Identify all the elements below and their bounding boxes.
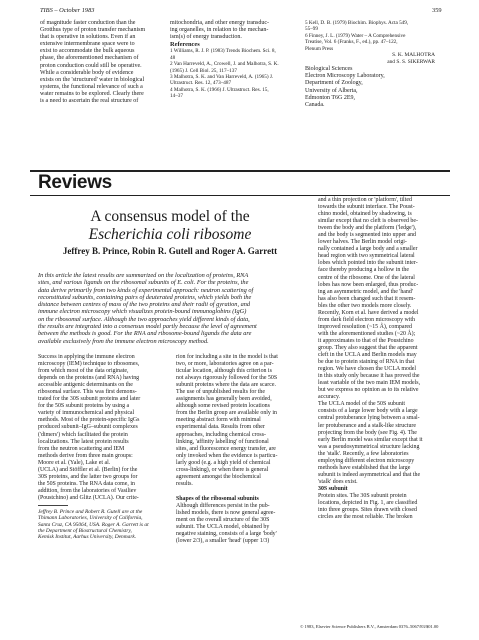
text-line: methods. Most of the protein-specific IgGs (38, 417, 140, 424)
text-line: 30S proteins, and the latter two groups for (38, 473, 138, 480)
article-authors: Jeffrey B. Prince, Robin R. Gutell and Roger A. Garrett (62, 246, 278, 256)
text-line: from dark field electron microscopy with (318, 316, 415, 323)
text-line: ment on the overall structure of the 30S (176, 517, 270, 524)
abstract-line: distance between centres of mass of the two proteins and their radii of gyration, and (38, 301, 251, 309)
text-line: lower halves. The Berlin model origi- (318, 239, 407, 246)
text-line: and a thin projection or 'platform', tilted (318, 197, 412, 203)
text-line: methods have established that the large (318, 464, 411, 471)
abstract-line: sites, and various ligands on the ribosomal subunits of E. coli. For the proteins, the (38, 279, 249, 287)
footnote-line: Santa Cruz, CA 95064, USA. Roger A. Garrett is at (38, 521, 149, 528)
text-line: similar except that no cleft is observed be- (318, 218, 418, 225)
reference-item: 55–99 (305, 26, 318, 33)
body-column-1 (38, 354, 149, 540)
reference-item: 5 Kell, D. B. (1979) Biochim. Biophys. Acta 549, (305, 20, 409, 26)
text-line: in this study only because it has proved the (318, 373, 420, 380)
text-line: not always rigorously followed for the 50S (176, 375, 278, 382)
text-line: subunit. The UCLA model, obtained by (176, 524, 270, 531)
text-line: Recently, Korn et al. have derived a model (318, 309, 419, 316)
text-line: ing an asymmetric model, and the 'hand' (318, 288, 413, 295)
text-line: nally contained a large body and a smaller (318, 246, 418, 253)
text-line: assignments has generally been avoided, (176, 396, 272, 403)
address-line: Canada. (305, 101, 325, 108)
text-line: rion for including a site in the model is that (176, 354, 278, 360)
reference-item: 48 (170, 54, 176, 61)
text-line: addition, from the laboratories of Vasiliev (38, 487, 137, 494)
abstract-line: reconstituted subunits, containing pairs of deuterated proteins, which yields both the (38, 293, 252, 301)
abstract-line: available exclusively from the immune electron microscopy method. (38, 337, 209, 345)
abstract-line: immune electron microscopy which visualizes protein-bound immunoglobins (IgG) (38, 308, 247, 316)
text-line: from the neutron scattering and IEM (38, 445, 125, 452)
text-line: is a need to ascertain the real structure of (40, 98, 139, 105)
text-line: centre of the ribosome. One of the lateral (318, 274, 415, 281)
text-line: cleft in the UCLA and Berlin models may (318, 352, 417, 359)
address-line: Department of Zoology, (305, 80, 363, 87)
reference-item: (1965) J. Cell Biol. 25, 117–137 (170, 67, 237, 74)
text-line: phase, the aforementioned mechanism of (40, 55, 139, 62)
body-column-2 (176, 354, 278, 545)
reference-item: 4 Malhotra, S. K. (1966) J. Ultrastruct. Res. 15, (170, 86, 269, 93)
reference-item: Treatise, Vol. 6 (Franks, F., ed.), pp. 47–122, (305, 39, 398, 46)
text-line: ticular location, although this criterion is (176, 368, 272, 375)
text-line: consists of a large lower body with a large (318, 408, 418, 415)
text-line: mitochondria, and other energy transduc- (170, 20, 270, 26)
text-line: localizations. The latest protein results (38, 438, 129, 445)
text-line: although some revised protein locations (176, 403, 270, 410)
reference-item: Ultrastruct. Res. 12, 473–487 (170, 80, 232, 87)
text-line: has also been changed such that it resem- (318, 295, 416, 302)
text-line: results. (176, 480, 193, 487)
footnote-line: Thimann Laboratories, University of California, (38, 515, 143, 522)
text-line: chino model, obtained by shadowing, is (318, 211, 412, 218)
text-line: towards the subunit interface. The Poust- (318, 204, 415, 211)
abstract-line: the results are integrated into a consensus model partly because the level of agreement (38, 323, 257, 331)
text-line: (lower 2/3), a smaller 'head' (upper 1/3) (176, 538, 270, 545)
text-line: 'stalk' does exist. (318, 478, 358, 485)
reference-list (170, 48, 279, 99)
text-line: face thereby producing a hollow in the (318, 267, 409, 274)
text-line: ing organelles, in relation to the mechan- (170, 27, 269, 34)
text-line: exists on the 'structured' water in biological (40, 76, 145, 83)
top-column-3 (305, 20, 435, 109)
text-line: from which most of the data originate, (38, 368, 129, 375)
text-line: accuracy. (318, 394, 341, 401)
subsection-heading: 30S subunit (318, 485, 348, 492)
text-line: The use of unpublished results for the (176, 389, 265, 396)
top-column-1 (40, 20, 145, 105)
text-line: larly good (e.g. a high yield of chemical (176, 459, 271, 466)
text-line: the 'stalk'. Recently, a few laboratories (318, 450, 409, 457)
abstract-line: data derive primarily from two kinds of experimental approach: neutron scattering of (38, 286, 254, 294)
text-line: water remains to be explored. Clearly there (40, 90, 144, 97)
reference-item: 14–37 (170, 93, 183, 100)
journal-header: TIBS – October 1983 (40, 7, 95, 14)
section-rule (30, 195, 450, 196)
text-line: be due to protein staining of RNA in that (318, 359, 415, 366)
reference-item: 2 Van Harreveld, A., Crowell, J. and Malhotra, S. K. (170, 61, 279, 68)
text-line: circles are the most reliable. The broken (318, 514, 413, 521)
text-line: systems, the functional relevance of such a (40, 83, 143, 90)
text-line: Grotthus type of proton transfer mechanism (40, 27, 146, 34)
spacer (176, 488, 278, 496)
abstract-line: In this article the latest results are summarized on the localization of proteins, RNA (38, 272, 249, 279)
text-line: proton conduction could still be operative. (40, 62, 142, 69)
text-line: negative staining, consists of a large 'body' (176, 531, 277, 538)
text-line: for the 50S subunit proteins by using a (38, 403, 130, 410)
section-title: Reviews (38, 172, 112, 193)
text-line: early Berlin model was similar except that it (318, 436, 423, 443)
text-line: cross-linking), or when there is general (176, 466, 269, 473)
text-line: with the aforementioned studies (~20 Å); (318, 330, 416, 337)
footnote-rule (38, 505, 68, 506)
text-line: but we express no opinion as to its relative (318, 387, 419, 394)
footnote-line: the Department of Biostructural Chemistry, (38, 527, 132, 534)
abstract (38, 272, 300, 345)
text-line: meeting abstract form with minimal (176, 417, 261, 424)
text-line: it approximates to that of the Poustchino (318, 337, 414, 344)
text-line: into three groups. Sites drawn with closed (318, 507, 417, 514)
text-line: microscopy (IEM) technique to ribosomes, (38, 361, 140, 368)
text-line: produced subunit–IgG–subunit complexes (38, 424, 138, 431)
text-line: head region with two symmetrical lateral (318, 253, 415, 260)
text-line: ('dimers') which facilitated the protein (38, 431, 128, 438)
text-line: region. We have chosen the UCLA model (318, 366, 417, 373)
text-line: Moore et al. (Yale), Lake et al. (38, 459, 111, 466)
text-line: of magnitude faster conduction than the (40, 20, 136, 26)
text-line: was a pseudosymmetrical structure lacking (318, 443, 420, 450)
article-title: A consensus model of the (90, 208, 250, 225)
text-line: sites, and fluorescence energy transfer, are (176, 445, 276, 452)
reference-item: Plenum Press (305, 45, 334, 52)
abstract-line: between the methods is good. For the RNA and ribosome-bound ligands the data are (38, 330, 252, 338)
text-line: employing different electron microscopy (318, 457, 415, 464)
reference-item: 1 Williams, R. J. P. (1983) Trends Biochem. Sci. 8, (170, 48, 276, 55)
text-line: lished models, there is now general agree- (176, 509, 276, 516)
author-address (305, 66, 435, 109)
top-column-2 (170, 20, 279, 100)
abstract-line: on the ribosomal surface. Although the two approaches yield different kinds of data, (38, 315, 250, 323)
text-line: methods derive from three main groups: (38, 452, 133, 459)
right-column (318, 197, 423, 521)
text-line: linking, 'affinity labelling' of functional (176, 438, 269, 445)
text-line: (Poustchino) and Glitz (UCLA). Our crite- (38, 494, 139, 501)
references-heading: References (170, 41, 200, 49)
author-affiliation-footnote (38, 509, 149, 540)
footnote-line: Kemisk Institut, Aarhus University, Denmark. (38, 534, 137, 541)
subsection-heading: Shapes of the ribosomal subunits (176, 495, 259, 502)
text-line: bles the other two models more closely. (318, 302, 412, 309)
address-line: University of Alberta, (305, 87, 358, 94)
text-line: improved resolution (~15 Å), compared (318, 323, 412, 330)
text-line: lobes which pointed into the subunit inter- (318, 260, 418, 267)
text-line: only invoked when the evidence is particu- (176, 452, 278, 459)
text-line: (UCLA) and Stöffler et al. (Berlin) for the (38, 466, 138, 473)
text-line: subunit is indeed asymmetrical and that the (318, 471, 421, 478)
text-line: experimental data. Results from other (176, 424, 265, 431)
text-line: accessible antigenic determinants on the (38, 382, 133, 389)
text-line: two, or more, laboratories agree on a par- (176, 361, 274, 368)
text-line: extensive intermembrane space were to (40, 41, 135, 48)
address-line: Edmonton T6G 2E9, (305, 94, 356, 101)
text-line: the 50S proteins. The RNA data come, in (38, 480, 135, 487)
reference-item: 6 Finney, J. L. (1979) Water – A Comprehensive (305, 32, 406, 39)
text-line: that is operative in solutions. Even if an (40, 34, 136, 41)
reference-item: 3 Malhotra, S. K. and Van Harreveld, A. (1965) J. (170, 74, 274, 80)
text-line: ribosomal surface. This was first demons- (38, 389, 137, 396)
footnote-line: Jeffrey B. Prince and Robert R. Gutell are at the (38, 508, 143, 515)
text-line: depends on the proteins (and RNA) having (38, 375, 140, 382)
text-line: subunit proteins where the data are scarce. (176, 382, 276, 389)
text-line: tween the body and the platform ('ledge'), (318, 225, 417, 232)
text-line: While a considerable body of evidence (40, 69, 134, 76)
text-line: exist to accommodate the bulk aqueous (40, 48, 135, 55)
copyright-footer: © 1983, Elsevier Science Publishers B.V., Amsterdam 0376–5067/83/$01.00 (300, 624, 439, 629)
text-line: variety of immunochemical and physical (38, 410, 135, 417)
text-line: ism(s) of energy transduction. (170, 34, 242, 41)
text-line: lobes has now been enlarged, thus produc- (318, 281, 419, 288)
address-line: Biological Sciences (305, 66, 353, 73)
author-signature: S. K. MALHOTRA (392, 52, 435, 59)
text-line: agreement amongst the biochemical (176, 473, 261, 480)
author-signature: and S. S. SIKERWAR (387, 59, 435, 66)
text-line: group. They also suggest that the apparent (318, 344, 418, 351)
text-line: locations, depicted in Fig. 1, are classified (318, 500, 418, 507)
text-line: central protuberance lying between a smal- (318, 415, 420, 422)
reference-list (305, 20, 435, 52)
text-line: projecting from the body (see Fig. 4). The (318, 429, 417, 436)
text-line: trated for the 30S subunit proteins and later (38, 396, 141, 403)
text-line: approaches, including chemical cross- (176, 431, 266, 438)
text-line: Although differences persist in the pub- (176, 502, 270, 509)
text-line: least variable of the two main IEM models, (318, 380, 421, 387)
page-number: 359 (432, 7, 442, 14)
article-title-species: Escherichia coli ribosome (88, 226, 252, 243)
text-line: Success in applying the immune electron (38, 354, 135, 360)
text-line: The UCLA model of the 50S subunit (318, 401, 406, 408)
text-line: from the Berlin group are available only in (176, 410, 277, 417)
address-line: Electron Microscopy Laboratory, (305, 73, 385, 80)
text-line: and the body is segmented into upper and (318, 232, 416, 239)
text-line: ler protuberance and a stalk-like structure (318, 422, 416, 429)
text-line: Protein sites. The 30S subunit protein (318, 492, 407, 499)
